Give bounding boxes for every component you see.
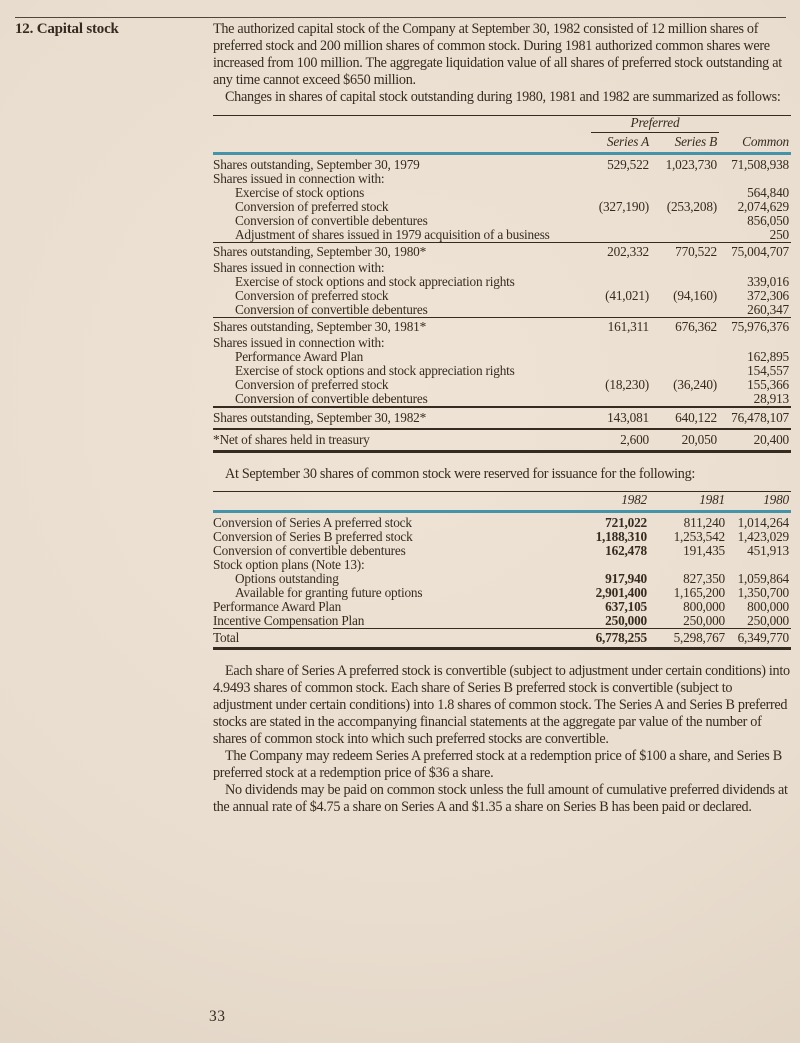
column-header-1981: 1981	[649, 492, 727, 512]
row-value	[651, 214, 719, 228]
row-value: 76,478,107	[719, 407, 791, 429]
table-row	[213, 392, 791, 407]
row-label: Performance Award Plan	[213, 600, 342, 614]
row-label: Incentive Compensation Plan	[213, 614, 365, 628]
table-row	[213, 154, 791, 173]
table-row	[213, 261, 791, 275]
row-value: 161,311	[571, 318, 651, 337]
preferred-group-label: Preferred	[591, 116, 719, 133]
row-value: (18,230)	[605, 378, 649, 392]
row-value: 637,105	[605, 600, 647, 614]
row-value: 250,000	[683, 614, 725, 628]
row-value: 1,059,864	[737, 572, 789, 586]
row-value: 143,081	[571, 407, 651, 429]
table-row	[213, 572, 791, 586]
row-value: 1,188,310	[595, 530, 647, 544]
row-value: 154,557	[747, 364, 789, 378]
row-value: 162,478	[605, 544, 647, 558]
column-header-row	[213, 134, 791, 154]
table-row	[213, 586, 791, 600]
table-row	[213, 214, 791, 228]
row-label: Conversion of preferred stock	[235, 200, 389, 214]
row-value: 372,306	[747, 289, 789, 303]
reserved-shares-intro: At September 30 shares of common stock were reserved for issuance for the following:	[225, 466, 696, 482]
table-row	[213, 544, 791, 558]
table-row	[213, 614, 791, 629]
row-value	[727, 558, 791, 572]
row-label: Conversion of convertible debentures	[235, 214, 428, 228]
row-label: Shares outstanding, September 30, 1980*	[213, 243, 571, 262]
table-row	[213, 289, 791, 303]
table-row	[213, 512, 791, 531]
table-row	[213, 629, 791, 649]
row-value: 1,423,029	[737, 530, 789, 544]
table-row	[213, 275, 791, 289]
row-value: (253,208)	[666, 200, 717, 214]
row-value	[571, 303, 651, 318]
row-value: 529,522	[607, 157, 649, 172]
row-value: 451,913	[747, 544, 789, 558]
row-value	[651, 303, 719, 318]
row-value: 20,400	[719, 429, 791, 452]
row-value	[651, 172, 719, 186]
table-row	[213, 378, 791, 392]
row-value: 260,347	[747, 303, 789, 317]
row-value: (327,190)	[598, 200, 649, 214]
row-value	[651, 228, 719, 243]
row-label: Conversion of convertible debentures	[213, 544, 406, 558]
row-label: Conversion of Series A preferred stock	[213, 515, 412, 530]
row-value	[571, 275, 651, 289]
intro-paragraph-1: The authorized capital stock of the Company at September 30, 1982 consisted of 12 million shares of preferred stock and 200 million shares of common stock. During 1981 authorized common shares were increased from 100 million. The aggregate liquidation value of all shares of preferred stock outstanding at any time cannot exceed $650 million.	[213, 21, 782, 88]
row-value: (36,240)	[673, 378, 717, 392]
row-label: Shares issued in connection with:	[213, 172, 385, 186]
row-value	[571, 261, 651, 275]
row-value: 250,000	[747, 614, 789, 628]
row-value: 339,016	[747, 275, 789, 289]
row-value: 6,349,770	[727, 629, 791, 649]
row-label: Performance Award Plan	[235, 350, 364, 364]
row-label: Adjustment of shares issued in 1979 acquisition of a business	[235, 228, 550, 242]
row-value	[719, 261, 791, 275]
row-value	[571, 350, 651, 364]
row-value: 2,074,629	[737, 200, 789, 214]
row-value: 721,022	[605, 515, 647, 530]
row-value	[571, 228, 651, 243]
row-value: 20,050	[651, 429, 719, 452]
row-value: 250	[769, 228, 789, 242]
column-header-row	[213, 492, 791, 512]
intro-paragraph-2: Changes in shares of capital stock outstanding during 1980, 1981 and 1982 are summarized as follows:	[225, 89, 781, 105]
row-value	[571, 364, 651, 378]
row-value: 770,522	[651, 243, 719, 262]
row-value	[651, 392, 719, 407]
table-row	[213, 243, 791, 262]
closing-paragraph-1: Each share of Series A preferred stock is convertible (subject to adjustment under certain conditions) into 4.9493 shares of common stock. Each share of Series B preferred stock is convertible (subject to adjustment under certain conditions) into 1.8 shares of common stock. The Series A and Series B preferred stocks are stated in the accompanying financial statements at the aggregate par value of the number of shares of common stock into which such preferred stocks are convertible.	[213, 663, 790, 747]
row-label: Stock option plans (Note 13):	[213, 558, 365, 572]
row-value	[651, 336, 719, 350]
row-value: 162,895	[747, 350, 789, 364]
row-value	[571, 186, 651, 200]
row-value: 827,350	[683, 572, 725, 586]
main-text-column	[213, 21, 791, 816]
table-row	[213, 303, 791, 318]
table-row	[213, 530, 791, 544]
page-number: 33	[209, 1008, 226, 1025]
table-row	[213, 350, 791, 364]
row-value: 75,004,707	[719, 243, 791, 262]
row-value: 191,435	[683, 544, 725, 558]
row-value: 811,240	[683, 515, 725, 530]
row-label: Total	[213, 629, 559, 649]
row-label: Exercise of stock options and stock appreciation rights	[235, 275, 515, 289]
row-value: 250,000	[605, 614, 647, 628]
row-value: 800,000	[683, 600, 725, 614]
row-label: Shares outstanding, September 30, 1982*	[213, 407, 571, 429]
row-value	[649, 558, 727, 572]
row-label: Conversion of convertible debentures	[235, 303, 428, 317]
row-value	[651, 364, 719, 378]
table-row	[213, 558, 791, 572]
row-value: 676,362	[651, 318, 719, 337]
row-value: 1,014,264	[737, 515, 789, 530]
table-row	[213, 600, 791, 614]
column-header-1980: 1980	[727, 492, 791, 512]
column-header-1982: 1982	[559, 492, 649, 512]
row-label: Conversion of preferred stock	[235, 289, 389, 303]
row-label: Exercise of stock options and stock appreciation rights	[235, 364, 515, 378]
row-value: 5,298,767	[649, 629, 727, 649]
row-value: 564,840	[747, 186, 789, 200]
table-row	[213, 318, 791, 337]
row-value: 1,350,700	[737, 586, 789, 600]
table-row	[213, 172, 791, 186]
row-value	[651, 186, 719, 200]
group-header-row	[213, 116, 791, 135]
closing-paragraph-3: No dividends may be paid on common stock unless the full amount of cumulative preferred dividends at the annual rate of $4.75 a share on Series A and $1.35 a share on Series B has been paid or declared.	[213, 782, 788, 815]
row-label: Exercise of stock options	[235, 186, 365, 200]
row-label: Shares issued in connection with:	[213, 261, 385, 275]
page-top-rule	[15, 17, 786, 18]
row-label: Conversion of Series B preferred stock	[213, 530, 413, 544]
row-value: 1,165,200	[673, 586, 725, 600]
reserved-shares-table	[213, 491, 791, 650]
section-title: 12. Capital stock	[15, 21, 119, 37]
table-row	[213, 429, 791, 452]
row-value: 75,976,376	[719, 318, 791, 337]
table-row	[213, 186, 791, 200]
table-row	[213, 407, 791, 429]
row-value	[571, 392, 651, 407]
row-label: Conversion of preferred stock	[235, 378, 389, 392]
closing-paragraph-2: The Company may redeem Series A preferred stock at a redemption price of $100 a share, and Series B preferred stock at a redemption price of $36 a share.	[213, 748, 782, 781]
table-row	[213, 200, 791, 214]
row-value: 202,332	[571, 243, 651, 262]
row-value: 2,600	[571, 429, 651, 452]
column-header-series-a: Series A	[571, 134, 651, 154]
row-value: 1,253,542	[673, 530, 725, 544]
row-value	[571, 336, 651, 350]
row-value: 155,366	[747, 378, 789, 392]
capital-stock-changes-table	[213, 115, 791, 453]
row-value: 2,901,400	[595, 586, 647, 600]
column-header-common: Common	[719, 134, 791, 154]
row-value: 917,940	[605, 572, 647, 586]
row-label: Shares issued in connection with:	[213, 336, 385, 350]
row-value	[651, 275, 719, 289]
table-row	[213, 336, 791, 350]
table-row	[213, 364, 791, 378]
row-value: 28,913	[753, 392, 789, 406]
table-row	[213, 228, 791, 243]
row-label: Shares outstanding, September 30, 1981*	[213, 318, 571, 337]
row-value	[559, 558, 649, 572]
column-header-series-b: Series B	[651, 134, 719, 154]
row-value: 800,000	[747, 600, 789, 614]
row-value: 640,122	[651, 407, 719, 429]
row-label: Conversion of convertible debentures	[235, 392, 428, 406]
row-label: *Net of shares held in treasury	[213, 429, 571, 452]
row-value	[571, 214, 651, 228]
row-value	[719, 172, 791, 186]
row-value: 6,778,255	[559, 629, 649, 649]
row-value	[719, 336, 791, 350]
row-value	[651, 350, 719, 364]
row-label: Shares outstanding, September 30, 1979	[213, 157, 420, 172]
row-value: (41,021)	[605, 289, 649, 303]
row-value	[571, 172, 651, 186]
row-label: Options outstanding	[235, 572, 339, 586]
row-value: (94,160)	[673, 289, 717, 303]
row-value: 856,050	[747, 214, 789, 228]
row-value	[651, 261, 719, 275]
row-value: 71,508,938	[731, 157, 789, 172]
row-label: Available for granting future options	[235, 586, 423, 600]
row-value: 1,023,730	[665, 157, 717, 172]
